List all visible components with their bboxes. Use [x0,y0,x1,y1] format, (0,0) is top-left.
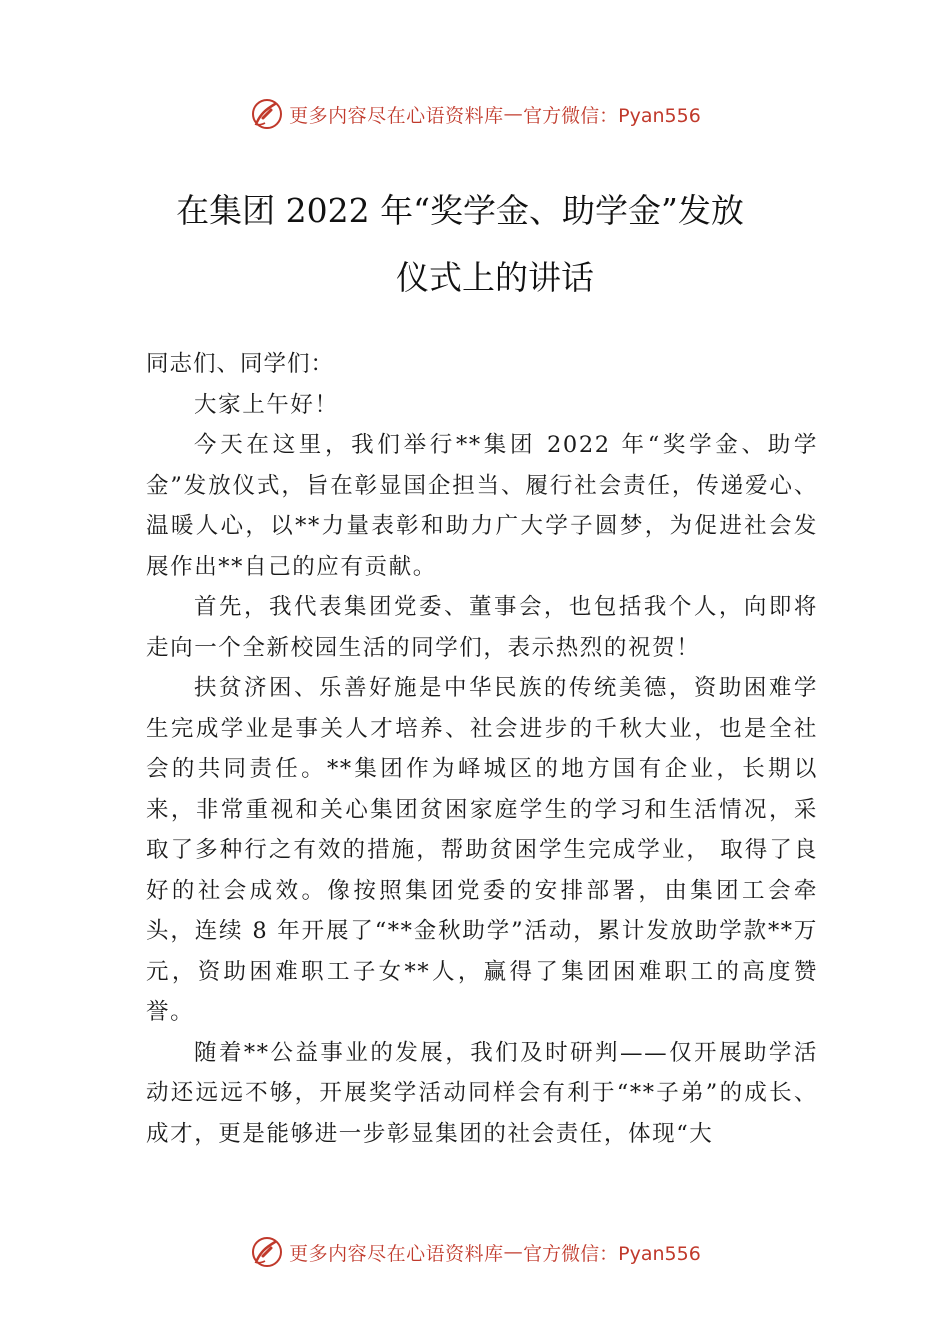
watermark-dash: — [503,103,524,125]
paragraph: 首先，我代表集团党委、董事会，也包括我个人，向即将走向一个全新校园生活的同学们，表示热烈的祝贺！ [146,594,818,661]
paragraph: 随着**公益事业的发展，我们及时研判——仅开展助学活动还远远不够，开展奖学活动同样会有利于“**子弟”的成长、成才，更是能够进一步彰显集团的社会责任，体现“大 [146,1039,818,1147]
document-title-line-1: 在集团 2022 年“奖学金、助学金”发放 [176,191,744,230]
salutation: 同志们、同学们： [146,351,335,377]
document-title-line-2: 仪式上的讲话 [396,258,594,297]
greeting: 大家上午好！ [194,391,339,418]
watermark-header [0,94,950,134]
watermark-dash: — [503,1241,524,1263]
watermark-brand: 更多内容尽在心语资料库 [289,1242,504,1265]
watermark-wechat: 官方微信：Pyan556 [523,1242,701,1265]
watermark-footer [0,1232,950,1272]
paragraph: 扶贫济困、乐善好施是中华民族的传统美德，资助困难学生完成学业是事关人才培养、社会进步的千秋大业，也是全社会的共同责任。**集团作为峄城区的地方国有企业，长期以来，非常重视和关心集团贫困家庭学生的学习和生活情况，采取了多种行之有效的措施，帮助贫困学生完成学业， 取得了良好的社会成效。像按照集团党委的安排部署，由集团工会牵头，连续 8 年开展了“**金秋助学”活动，累计发放助学款**万元，资助困难职工子女**人，赢得了集团困难职工的高度赞誉。 [146,675,818,1025]
paragraph: 今天在这里，我们举行**集团 2022 年“奖学金、助学金”发放仪式，旨在彰显国企担当、履行社会责任，传递爱心、 温暖人心，以**力量表彰和助力广大学子圆梦，为促进社会发展作出**自己的应有贡献。 [146,432,818,580]
watermark-wechat: 官方微信：Pyan556 [523,104,701,127]
hand-writing-icon [249,1234,285,1270]
watermark-brand: 更多内容尽在心语资料库 [289,104,504,127]
document-body [146,344,818,1154]
hand-writing-icon [249,96,285,132]
